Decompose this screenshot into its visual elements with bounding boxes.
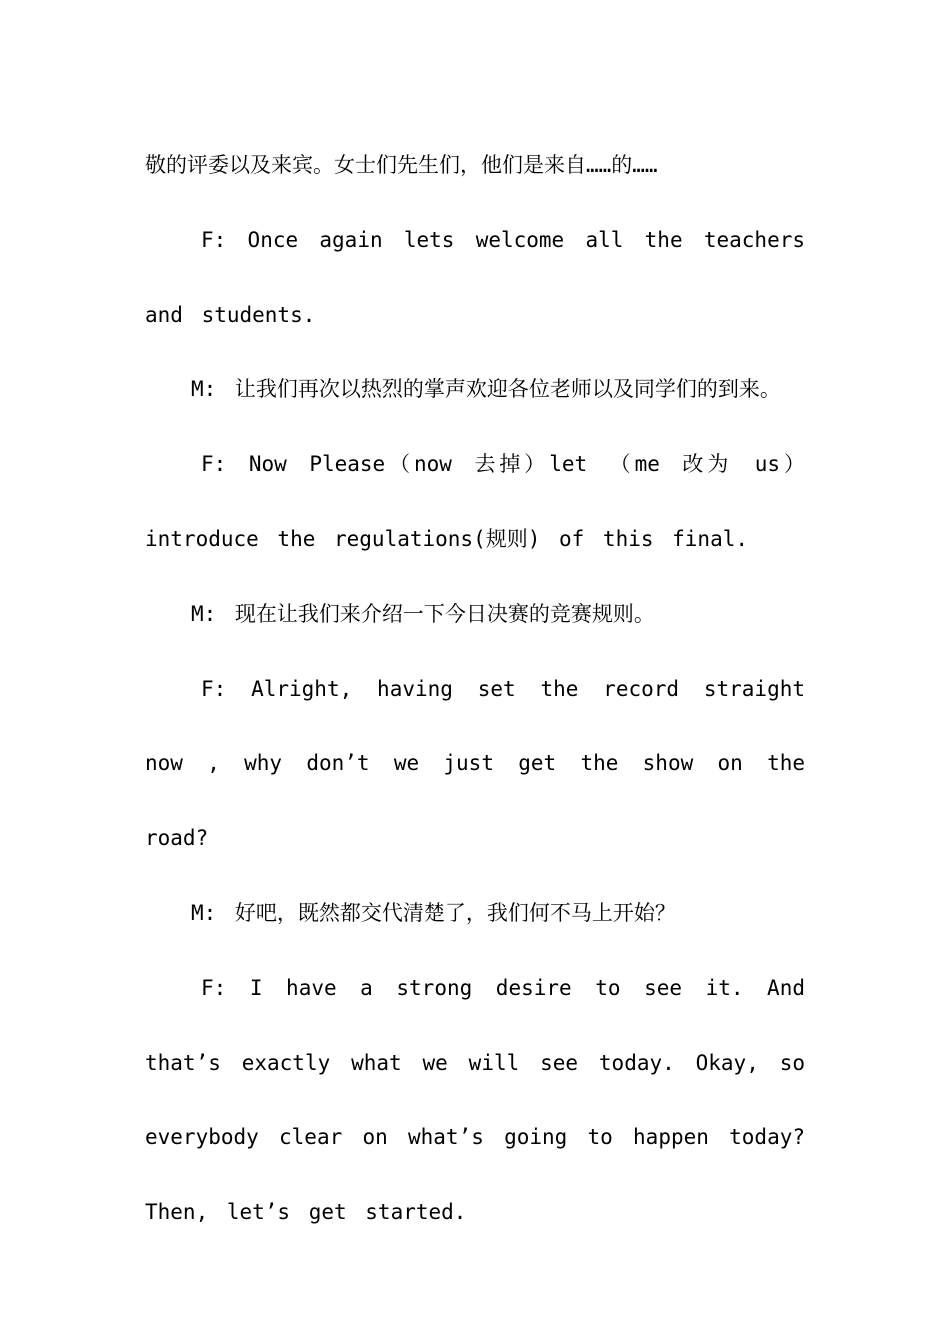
- paragraph-f-welcome: F: Once again lets welcome all the teachers and students.: [145, 227, 805, 327]
- paragraph-m-regulations: M: 现在让我们来介绍一下今日决赛的竞赛规则。: [191, 601, 655, 626]
- document-body: [145, 128, 805, 1250]
- paragraph-f-get-started: F: I have a strong desire to see it. And that’s exactly what we will see today. Okay, so everybody clear on what’s going to happen today? Then, let’s get started.: [145, 975, 805, 1225]
- paragraph-continuation: 敬的评委以及来宾。女士们先生们，他们是来自……的……: [145, 153, 658, 177]
- paragraph-f-start-show: F: Alright, having set the record straight now , why don’t we just get the show on the road?: [145, 676, 805, 851]
- paragraph-m-start-show: M: 好吧，既然都交代清楚了，我们何不马上开始？: [191, 900, 676, 925]
- paragraph-f-regulations: F: Now Please（now 去掉）let （me 改为 us） introduce the regulations(规则) of this final.: [145, 452, 805, 551]
- paragraph-m-welcome: M: 让我们再次以热烈的掌声欢迎各位老师以及同学们的到来。: [191, 377, 781, 402]
